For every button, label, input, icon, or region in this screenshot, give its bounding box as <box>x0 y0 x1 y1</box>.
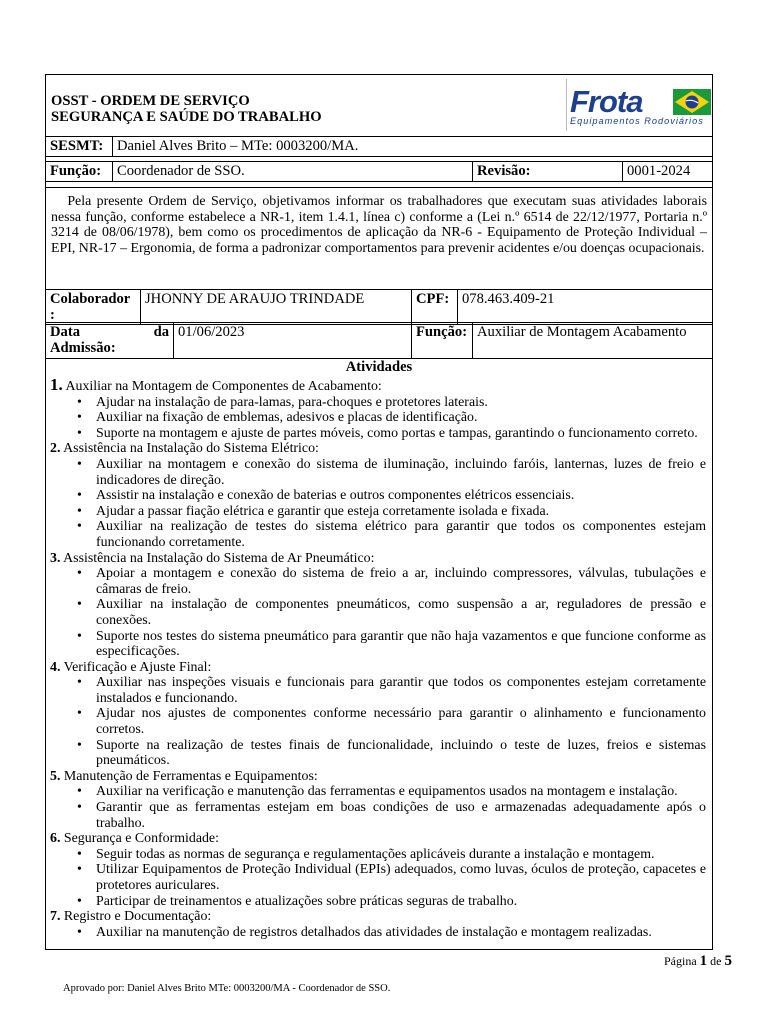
intro-text: Pela presente Ordem de Serviço, objetivamos informar os trabalhadores que executam suas atividades laborais nessa função, conforme estabelece a NR-1, item 1.4.1, línea c) conforme a (Lei n.º 6514 de 22/12/1977, Portaria n.º 3214 de 08/06/1978), bem como os procedimentos de aplicação da NR-6 - Equipamento de Proteção Individual – EPI, NR-17 – Ergonomia, de forma a padronizar comportamentos para prevenir acidentes e/ou doenças ocupacionais. <box>51 194 707 256</box>
activity-heading: Segurança e Conformidade: <box>63 831 219 847</box>
activity-item: • Assistir na instalação e conexão de baterias e outros componentes elétricos essenciais. <box>46 488 706 504</box>
approval-footer: Aprovado por: Daniel Alves Brito MTe: 0003200/MA - Coordenador de SSO. <box>63 983 391 994</box>
funcao-value: Coordenador de SSO. <box>113 162 473 182</box>
activity-section-6 <box>46 831 712 847</box>
brazil-flag-icon <box>673 89 711 115</box>
activity-item: • Auxiliar na realização de testes do sistema elétrico para garantir que todos os componentes estejam funcionando corretamente. <box>46 519 706 550</box>
activity-number: 4. <box>50 659 61 675</box>
admissao-label <box>46 323 174 359</box>
page-of: de <box>710 954 722 968</box>
page-total: 5 <box>724 953 732 969</box>
activity-heading: Registro e Documentação: <box>63 909 212 925</box>
activities-list <box>46 377 712 940</box>
sesmt-label: SESMT: <box>46 137 113 157</box>
activity-heading: Manutenção de Ferramentas e Equipamentos: <box>63 768 318 784</box>
admissao-label-da: da <box>153 324 169 340</box>
activity-item: • Suporte na realização de testes finais de funcionalidade, incluindo o teste de luzes, freios e sistemas pneumáticos. <box>46 738 706 769</box>
activity-items <box>46 784 712 831</box>
activity-section-3 <box>46 551 712 567</box>
funcao-table <box>45 161 713 182</box>
activity-item: • Suporte na montagem e ajuste de partes móveis, como portas e tampas, garantindo o funcionamento correto. <box>46 426 706 442</box>
activity-items <box>46 566 712 660</box>
activity-item: • Utilizar Equipamentos de Proteção Individual (EPIs) adequados, como luvas, óculos de proteção, capacetes e protetores auriculares. <box>46 862 706 893</box>
activity-item: • Auxiliar na fixação de emblemas, adesivos e placas de identificação. <box>46 410 706 426</box>
activity-section-4 <box>46 660 712 676</box>
activity-number: 6. <box>50 831 61 847</box>
document-title: OSST - ORDEM DE SERVIÇO <box>51 93 250 109</box>
logo-subtext: Equipamentos Rodoviários <box>570 116 704 126</box>
activity-item: • Seguir todas as normas de segurança e regulamentações aplicáveis durante a instalação e montagem. <box>46 847 706 863</box>
activity-items <box>46 395 712 442</box>
logo-wordmark: Frota <box>570 84 643 119</box>
revisao-value: 0001-2024 <box>623 162 713 182</box>
activity-item: • Auxiliar na manutenção de registros detalhados das atividades de instalação e montagem realizadas. <box>46 925 706 941</box>
activity-heading: Auxiliar na Montagem de Componentes de Acabamento: <box>65 379 382 394</box>
sesmt-table <box>45 136 713 157</box>
activity-item: • Auxiliar na instalação de componentes pneumáticos, como suspensão a ar, reguladores de pressão e conexões. <box>46 597 706 628</box>
activity-item: • Apoiar a montagem e conexão do sistema de freio a ar, incluindo compressores, válvulas, tubulações e câmaras de freio. <box>46 566 706 597</box>
activity-item: • Participar de treinamentos e atualizações sobre práticas seguras de trabalho. <box>46 894 706 910</box>
revisao-label: Revisão: <box>473 162 623 182</box>
activity-items <box>46 925 712 941</box>
cpf-label: CPF: <box>412 290 458 325</box>
funcao-colab-value: Auxiliar de Montagem Acabamento <box>473 323 713 359</box>
activities-title: Atividades <box>345 359 413 375</box>
activity-item: • Auxiliar na verificação e manutenção das ferramentas e equipamentos usados na montagem e instalação. <box>46 784 706 800</box>
activity-items <box>46 847 712 909</box>
document-frame <box>45 74 713 950</box>
activity-number: 5. <box>50 768 61 784</box>
document-header <box>46 75 712 135</box>
page-label: Página <box>664 954 697 968</box>
sesmt-value: Daniel Alves Brito – MTe: 0003200/MA. <box>113 137 713 157</box>
admissao-label-data: Data <box>50 324 80 340</box>
activity-item: • Auxiliar nas inspeções visuais e funcionais para garantir que todos os componentes estejam corretamente instalados e funcionando. <box>46 675 706 706</box>
activity-number: 1. <box>50 375 63 394</box>
funcao-label: Função: <box>46 162 113 182</box>
activity-section-5 <box>46 769 712 785</box>
admissao-value: 01/06/2023 <box>174 323 412 359</box>
activity-items <box>46 457 712 551</box>
page-indicator <box>664 953 732 970</box>
activity-section-2 <box>46 441 712 457</box>
activity-heading: Assistência na Instalação do Sistema de Ar Pneumático: <box>63 550 375 566</box>
activity-heading: Assistência na Instalação do Sistema Elétrico: <box>63 441 319 457</box>
activity-number: 2. <box>50 441 61 457</box>
admissao-table <box>45 322 713 359</box>
activity-section-1 <box>46 377 712 395</box>
funcao-colab-label: Função: <box>412 323 473 359</box>
activity-item: • Ajudar a passar fiação elétrica e garantir que esteja corretamente isolada e fixada. <box>46 504 706 520</box>
activity-item: • Auxiliar na montagem e conexão do sistema de iluminação, incluindo faróis, lanternas, luzes de freio e indicadores de direção. <box>46 457 706 488</box>
intro-paragraph <box>46 187 712 289</box>
document-subtitle: SEGURANÇA E SAÚDE DO TRABALHO <box>51 109 322 125</box>
colaborador-table <box>45 289 713 325</box>
cpf-value: 078.463.409-21 <box>458 290 713 325</box>
admissao-label-admissao: Admissão: <box>50 340 116 356</box>
company-logo <box>566 79 713 131</box>
page-current: 1 <box>699 953 708 969</box>
activity-items <box>46 675 712 769</box>
activity-item: • Garantir que as ferramentas estejam em boas condições de uso e armazenadas adequadamente após o trabalho. <box>46 800 706 831</box>
activity-heading: Verificação e Ajuste Final: <box>63 659 212 675</box>
activity-number: 3. <box>50 550 61 566</box>
activities-section <box>46 359 712 940</box>
activity-item: • Ajudar na instalação de para-lamas, para-choques e protetores laterais. <box>46 395 706 411</box>
activity-item: • Suporte nos testes do sistema pneumático para garantir que não haja vazamentos e que funcione conforme as especificações. <box>46 629 706 660</box>
activity-item: • Ajudar nos ajustes de componentes conforme necessário para garantir o alinhamento e funcionamento corretos. <box>46 706 706 737</box>
activity-section-7 <box>46 909 712 925</box>
colaborador-value: JHONNY DE ARAUJO TRINDADE <box>141 290 412 325</box>
colaborador-label: Colaborador : <box>46 290 141 325</box>
activity-number: 7. <box>50 909 61 925</box>
